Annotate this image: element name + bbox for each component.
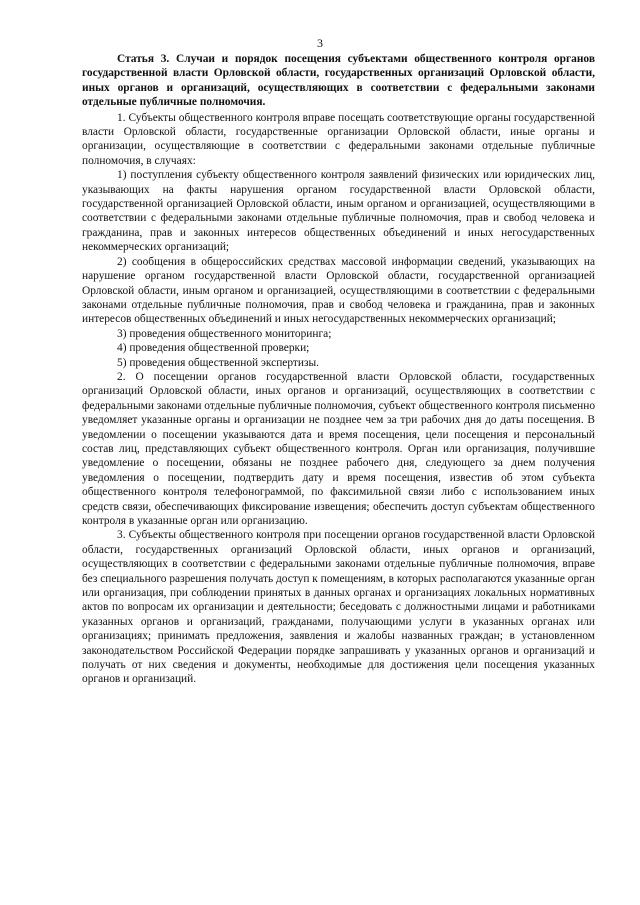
paragraph-1: 1. Субъекты общественного контроля вправе посещать соответствующие органы государственной власти Орловской области, государственные организации Орловской области, иные органы и организации, осуществляющие в соответствии с федеральными законами отдельные публичные полномочия, в случаях: — [82, 111, 595, 167]
article-heading: Статья 3. Случаи и порядок посещения субъектами общественного контроля органов государственной власти Орловской области, государственных организаций Орловской области, иных органов и организаций, осуществляющих в соответствии с федеральными законами отдельные публичные полномочия. — [82, 53, 595, 109]
list-item-1: 1) поступления субъекту общественного контроля заявлений физических или юридических лиц, указывающих на факты нарушения органом государственной власти Орловской области, государственной организацией Орловской области, иным органом и организацией, осуществляющими в соответствии с федеральными законами отдельные публичные полномочия, прав и свобод человека и гражданина, прав и законных интересов общественных объединений и иных негосударственных некоммерческих организаций; — [82, 169, 595, 254]
paragraph-3: 3. Субъекты общественного контроля при посещении органов государственной власти Орловской области, государственных организаций Орловской области, иных органов и организаций, осуществляющих в соответствии с федеральными законами отдельные публичные полномочия, вправе без специального разрешения получать доступ к помещениям, в которых располагаются указанные орган или организация, при соблюдении принятых в данных органах и организациях локальных нормативных актов по вопросам их организации и деятельности; беседовать с должностными лицами и работниками указанных органов и организаций, гражданами, получающими услуги в указанных органах или организациях; принимать предложения, заявления и жалобы названных граждан; в установленном законодательством Российской Федерации порядке запрашивать у указанных органов и организаций и получать от них сведения и документы, необходимые для достижения цели посещения указанных органов и организаций. — [82, 529, 595, 686]
list-item-2: 2) сообщения в общероссийских средствах массовой информации сведений, указывающих на нарушение органом государственной власти Орловской области, государственной организацией Орловской области, иным органом и организацией, осуществляющими в соответствии с федеральными законами отдельные публичные полномочия, прав и свобод человека и гражданина, прав и законных интересов общественных объединений и иных негосударственных некоммерческих организаций; — [82, 255, 595, 326]
article-body — [82, 52, 595, 687]
list-item-4: 4) проведения общественной проверки; — [117, 342, 310, 355]
page-number: 3 — [317, 36, 323, 50]
list-item-3: 3) проведения общественного мониторинга; — [117, 327, 332, 340]
list-item-5: 5) проведения общественной экспертизы. — [117, 356, 319, 369]
paragraph-2: 2. О посещении органов государственной власти Орловской области, государственных организаций Орловской области, иных органов и организаций, осуществляющих в соответствии с федеральными законами отдельные публичные полномочия, субъект общественного контроля письменно уведомляет указанные органы и организации не позднее чем за три рабочих дня до даты посещения. В уведомлении о посещении указываются дата и время посещения, цели посещения и персональный состав лиц, представляющих субъект общественного контроля. Орган или организация, получившие уведомление о посещении, обязаны не позднее рабочего дня, следующего за днем получения уведомления о посещении, подтвердить дату и время посещения, известив об этом субъекта общественного контроля телефонограммой, по факсимильной связи либо с использованием иных средств связи, обеспечивающих фиксирование извещения; обеспечить доступ субъектам общественного контроля в указанные орган или организацию. — [82, 370, 596, 527]
